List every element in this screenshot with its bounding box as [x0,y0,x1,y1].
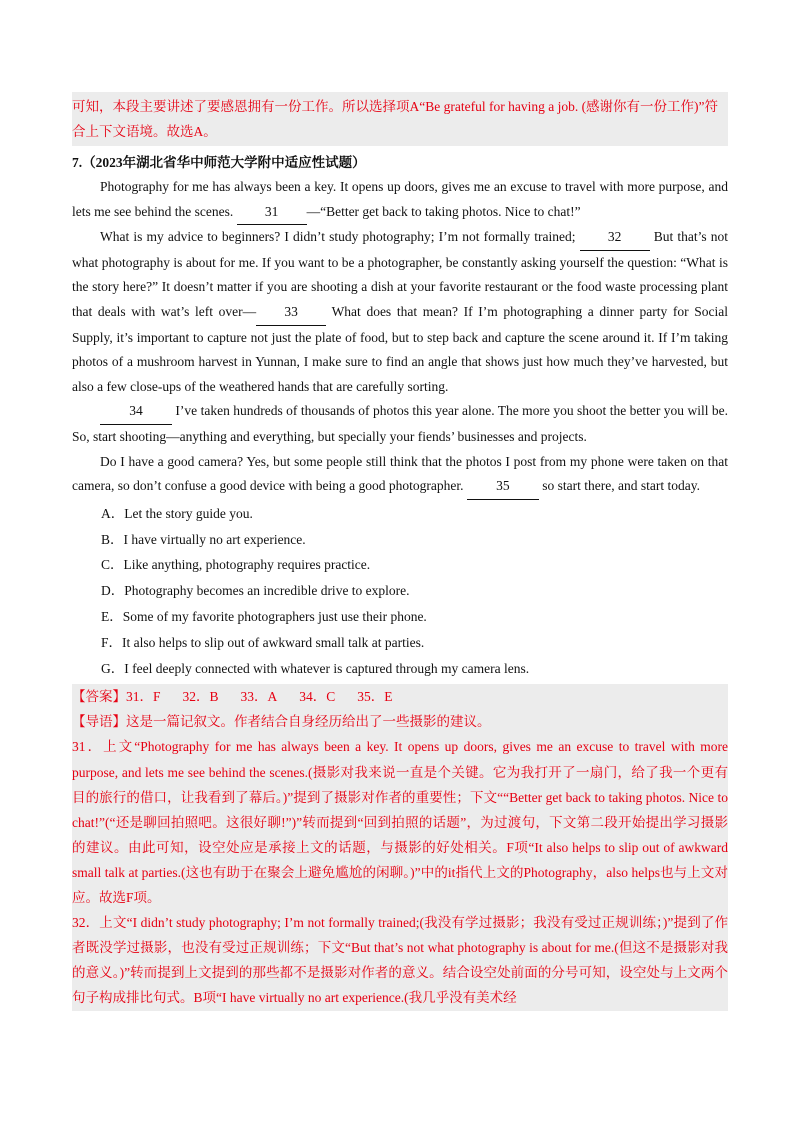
option-a: A．Let the story guide you. [101,505,253,521]
previous-answer-note: 可知，本段主要讲述了要感恩拥有一份工作。所以选择项A“Be grateful for having a job. (感谢你有一份工作)”符合上下文语境。故选A。 [72,92,728,146]
passage-text: I’ve taken hundreds of thousands of photos this year alone. The more you shoot the better you will be. So, start shooting—anything and everything, but specially your fiends’ businesses and projects. [72,403,728,444]
passage-text: so start there, and start today. [538,478,700,494]
options-list [72,501,728,682]
blank-31: 31 [237,200,307,226]
passage-paragraph-4 [72,450,728,500]
answer-section [72,684,728,1010]
option-d: D．Photography becomes an incredible drive to explore. [101,583,410,599]
passage-paragraph-2 [72,225,728,399]
passage-text: —“Better get back to taking photos. Nice to chat!” [306,203,581,219]
passage-text: But that’s not what photography is about for me. If you want to be a photographer, be constantly asking yourself the question: “What is the story here?” It doesn’t matter if you are shooting a dish at your favorite restaurant or the food waste processing plant that deals with wat’s left over— [72,229,728,319]
answer-31: 31．F [126,689,161,705]
answer-35: 35．E [357,689,393,705]
option-e: E．Some of my favorite photographers just use their phone. [101,608,427,624]
passage-text: What does that mean? If I’m photographing a dinner party for Social Supply, it’s important to capture not just the plate of food, but to step back and capture the scene around it. If I’m taking photos of a mushroom harvest in Yunnan, I make sure to find an angle that shows just how much they’ve harvested, but also a few close-ups of the weathered hands that are carefully sorting. [72,303,728,394]
explanation-32: 32．上文“I didn’t study photography; I’m not formally trained;(我没有学过摄影；我没有受过正规训练；)”提到了作者既没学过摄影，也没有受过正规训练；下文“But that’s not what photography is about for me.(但这不是摄影对我的意义。)”转而提到上文提到的那些都不是摄影对作者的意义。结合设空处前面的分号可知，设空处与上文两个句子构成排比句式。B项“I have virtually no art experience.(我几乎没有美术经 [72,915,728,1006]
blank-35: 35 [467,474,539,500]
blank-33: 33 [256,300,326,326]
question-title: 7.（2023年湖北省华中师范大学附中适应性试题） [72,155,366,170]
option-f: F．It also helps to slip out of awkward small talk at parties. [101,634,425,650]
passage-paragraph-3 [72,399,728,449]
option-g: G．I feel deeply connected with whatever is captured through my camera lens. [101,660,530,676]
answer-line [72,684,728,709]
page [72,92,728,1011]
answer-32: 32．B [182,689,219,705]
guide-text: 这是一篇记叙文。作者结合自身经历给出了一些摄影的建议。 [126,714,491,730]
explanation-31: 31．上文“Photography for me has always been a key. It opens up doors, gives me an excuse to travel with more purpose, and lets me see behind the scenes.(摄影对我来说一直是个关键。它为我打开了一扇门，给了我一个更有目的旅行的借口，让我看到了幕后。)”提到了摄影对作者的重要性；下文““Better get back to taking photos. Nice to chat!”(“还是聊回拍照吧。这很好聊!”)”转而提到“回到拍照的话题”，为过渡句，下文第二段开始提出学习摄影的建议。由此可知，设空处应是承接上文的话题，与摄影的好处相关。F项“It also helps to slip out of awkward small talk at parties.(这也有助于在聚会上避免尴尬的闲聊。)”中的it指代上文的Photography，also helps也与上文对应。故选F项。 [72,739,728,906]
guide-line [72,709,728,734]
passage-paragraph-1 [72,175,728,225]
option-b: B．I have virtually no art experience. [101,531,306,547]
option-c: C．Like anything, photography requires practice. [101,557,371,573]
passage-text: Do I have a good camera? Yes, but some people still think that the photos I post from my phone were taken on that camera, so don’t confuse a good device with being a good photographer. [72,453,728,494]
answer-34: 34．C [299,689,336,705]
answer-33: 33．A [240,689,278,705]
blank-32: 32 [580,225,650,251]
blank-34: 34 [100,399,172,425]
guide-label: 【导语】 [72,714,126,730]
passage-text: What is my advice to beginners? I didn’t study photography; I’m not formally trained; [100,229,580,245]
answer-label: 【答案】 [72,689,126,705]
passage-text: Photography for me has always been a key. It opens up doors, gives me an excuse to travel with more purpose, and lets me see behind the scenes. [72,179,728,219]
